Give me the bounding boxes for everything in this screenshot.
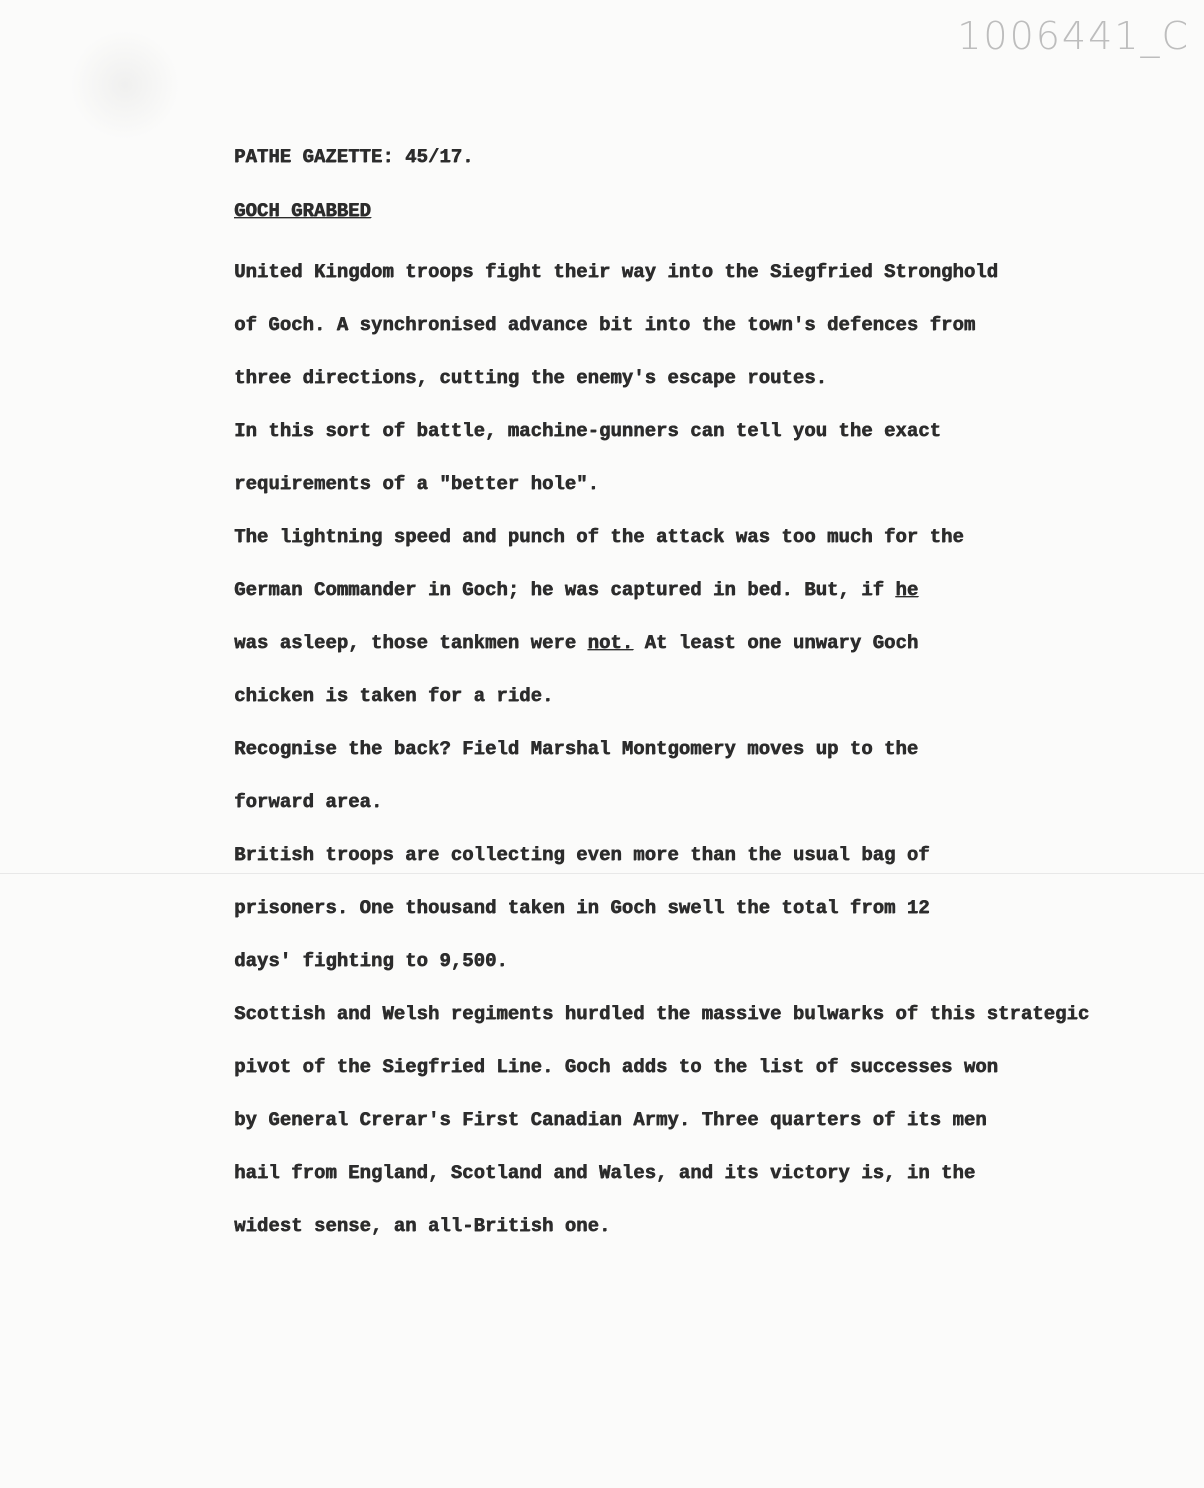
- body-line: Scottish and Welsh regiments hurdled the massive bulwarks of this strategic: [234, 1003, 1090, 1025]
- body-line: requirements of a "better hole".: [234, 473, 599, 495]
- body-line: prisoners. One thousand taken in Goch swell the total from 12: [234, 897, 930, 919]
- body-line: In this sort of battle, machine-gunners can tell you the exact: [234, 420, 941, 442]
- story-body: [234, 246, 1174, 1253]
- body-line: widest sense, an all-British one.: [234, 1215, 611, 1237]
- body-line: Recognise the back? Field Marshal Montgomery moves up to the: [234, 738, 919, 760]
- underlined-word: not.: [587, 632, 634, 654]
- body-line: of Goch. A synchronised advance bit into the town's defences from: [234, 314, 976, 336]
- body-line: The lightning speed and punch of the attack was too much for the: [234, 526, 964, 548]
- body-line: pivot of the Siegfried Line. Goch adds to the list of successes won: [234, 1056, 998, 1078]
- body-line: chicken is taken for a ride.: [234, 685, 554, 707]
- body-line: [234, 564, 1174, 617]
- body-line: [234, 617, 1174, 670]
- line-text: At least one unwary Goch: [633, 632, 919, 654]
- body-line: three directions, cutting the enemy's escape routes.: [234, 367, 827, 389]
- underlined-word: he: [895, 579, 919, 601]
- line-text: was asleep, those tankmen were: [234, 632, 588, 654]
- line-text: German Commander in Goch; he was captured in bed. But, if: [234, 579, 896, 601]
- body-line: by General Crerar's First Canadian Army. Three quarters of its men: [234, 1109, 987, 1131]
- body-line: days' fighting to 9,500.: [234, 950, 508, 972]
- story-title: GOCH GRABBED: [234, 200, 371, 222]
- gazette-header: PATHE GAZETTE: 45/17.: [234, 146, 474, 168]
- archive-reference: 1006441_C: [957, 14, 1190, 58]
- body-line: British troops are collecting even more than the usual bag of: [234, 844, 930, 866]
- body-line: United Kingdom troops fight their way into the Siegfried Stronghold: [234, 261, 998, 283]
- scan-smudge: [70, 30, 180, 140]
- body-line: hail from England, Scotland and Wales, and its victory is, in the: [234, 1162, 976, 1184]
- body-line: forward area.: [234, 791, 383, 813]
